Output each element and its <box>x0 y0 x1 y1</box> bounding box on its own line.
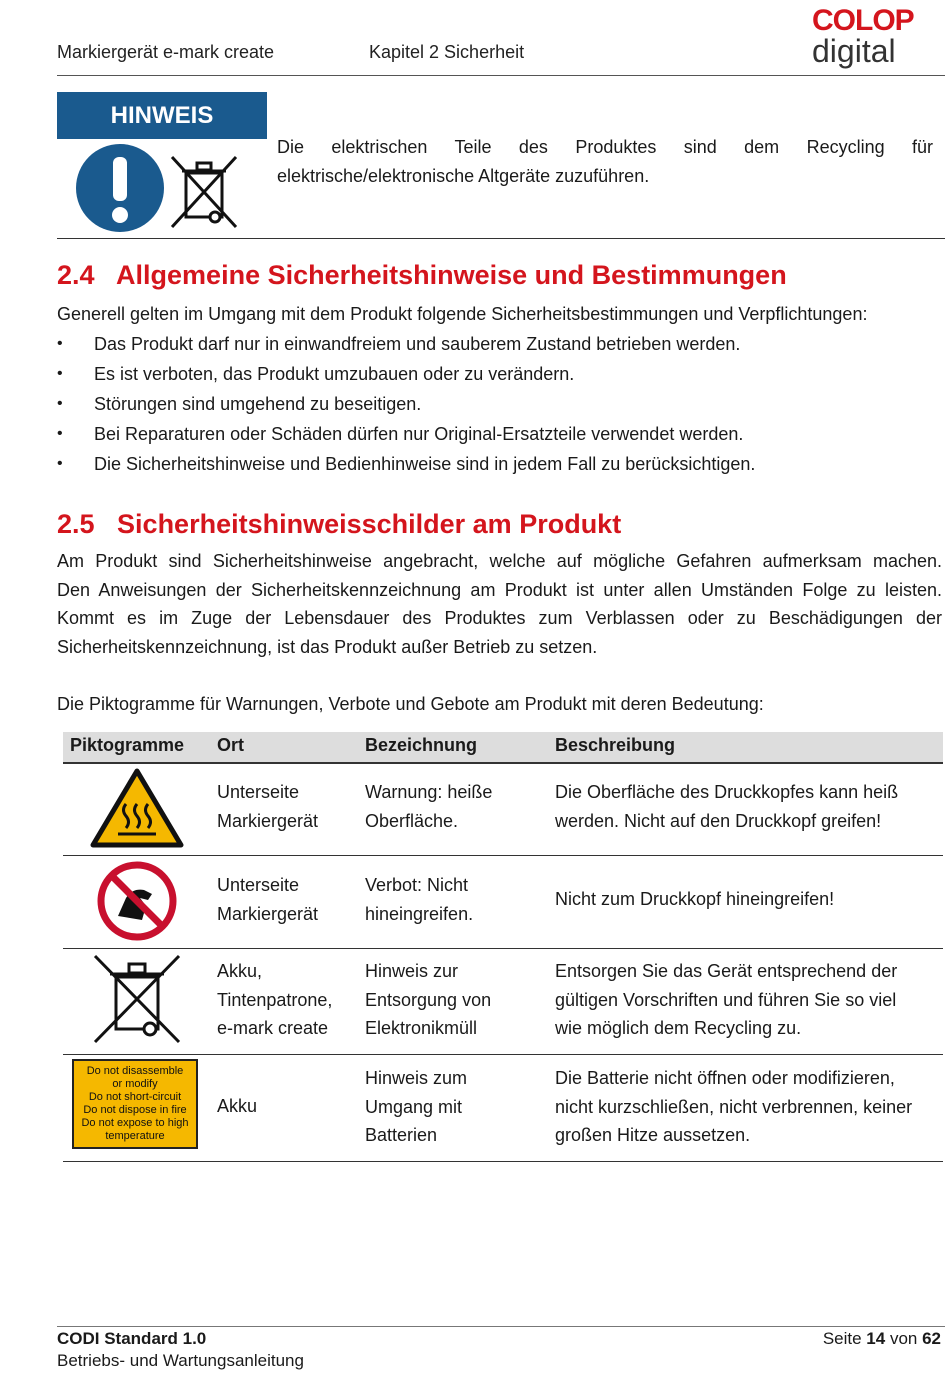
battery-label-line: Do not short-circuit <box>88 1091 182 1103</box>
notice-title: HINWEIS <box>57 92 267 139</box>
cell-line: Unterseite <box>217 875 300 895</box>
row-divider <box>63 948 943 949</box>
cell-line: Warnung: heiße <box>365 782 493 802</box>
page-number <box>823 1329 941 1349</box>
footer-subtitle: Betriebs- und Wartungsanleitung <box>57 1351 304 1370</box>
header-rule <box>57 75 945 76</box>
row-divider <box>63 1054 943 1055</box>
list-item: • Bei Reparaturen oder Schäden dürfen nur Original-Ersatzteile verwendet werden. <box>57 419 937 449</box>
cell-line: Hinweis zur <box>365 961 459 981</box>
section-2-4-heading: 2.4 Allgemeine Sicherheitshinweise und Bestimmungen <box>57 260 787 290</box>
cell-line: Nicht zum Druckkopf hineingreifen! <box>555 889 835 909</box>
table-row-1-beschreibung <box>555 778 898 835</box>
cell-line: Unterseite <box>217 782 300 802</box>
battery-warning-label <box>72 1059 198 1149</box>
cell-line: Oberfläche. <box>365 810 459 831</box>
cell-line: großen Hitze aussetzen. <box>555 1125 751 1145</box>
battery-label-line: Do not dispose in fire <box>83 1104 187 1116</box>
weee-bin-icon <box>168 155 240 230</box>
cell-line: Die Batterie nicht öffnen oder modifizieren, <box>555 1068 895 1088</box>
section-2-5-line2: Den Anweisungen der Sicherheitskennzeichnung am Produkt ist unter allen Umständen Folge zu leisten. <box>57 580 942 600</box>
battery-label-line: temperature <box>105 1130 165 1142</box>
section-2-5-heading: 2.5 Sicherheitshinweisschilder am Produkt <box>57 509 622 539</box>
notice-text-line1: Die elektrischen Teile des Produktes sind dem Recycling für <box>277 137 933 157</box>
page-mid: von <box>885 1329 923 1348</box>
cell-line: Elektronikmüll <box>365 1018 478 1038</box>
table-row-2-bezeichnung <box>365 871 473 928</box>
table-row-3-ort <box>217 957 332 1043</box>
cell-line: Entsorgen Sie das Gerät entsprechend der <box>555 961 898 981</box>
cell-line: Markiergerät <box>217 903 319 924</box>
table-row-3-bezeichnung <box>365 957 491 1043</box>
cell-line: Markiergerät <box>217 810 319 831</box>
footer-rule <box>57 1326 945 1327</box>
table-row-1-bezeichnung <box>365 778 492 835</box>
page-total: 62 <box>922 1329 941 1348</box>
table-row-4-ort <box>217 1092 257 1121</box>
col-header-piktogramme: Piktogramme <box>70 735 185 755</box>
cell-line: gültigen Vorschriften und führen Sie so viel <box>555 989 897 1010</box>
table-intro: Die Piktogramme für Warnungen, Verbote und Gebote am Produkt mit deren Bedeutung: <box>57 694 764 714</box>
section-2-5-line4: Sicherheitskennzeichnung, ist das Produkt außer Betrieb zu setzen. <box>57 637 598 657</box>
table-row-4-bezeichnung <box>365 1064 467 1150</box>
cell-line: Akku <box>217 1096 258 1116</box>
hot-surface-warning-icon <box>90 768 184 848</box>
cell-line: Tintenpatrone, <box>217 989 333 1010</box>
colop-logo <box>812 4 922 69</box>
logo-digital: digital <box>812 33 896 69</box>
header-chapter: Kapitel 2 Sicherheit <box>369 42 525 62</box>
table-row-4-beschreibung <box>555 1064 912 1150</box>
page-current: 14 <box>866 1329 886 1348</box>
weee-bin-icon <box>92 953 182 1045</box>
cell-line: Umgang mit <box>365 1096 463 1117</box>
cell-line: werden. Nicht auf den Druckkopf greifen! <box>555 810 882 831</box>
cell-line: Entsorgung von <box>365 989 492 1010</box>
cell-line: Hinweis zum <box>365 1068 468 1088</box>
table-row-3-beschreibung <box>555 957 897 1043</box>
notice-text-line2: elektrische/elektronische Altgeräte zuzuführen. <box>277 166 650 186</box>
notice-rule <box>57 238 945 239</box>
logo-colop: COLOP <box>812 4 914 37</box>
list-item: • Die Sicherheitshinweise und Bedienhinweise sind in jedem Fall zu berücksichtigen. <box>57 449 937 479</box>
cell-line: hineingreifen. <box>365 903 474 924</box>
list-item: • Es ist verboten, das Produkt umzubauen oder zu verändern. <box>57 359 937 389</box>
col-header-ort: Ort <box>217 735 244 755</box>
list-item: • Störungen sind umgehend zu beseitigen. <box>57 389 937 419</box>
cell-line: Verbot: Nicht <box>365 875 469 895</box>
mandatory-exclamation-icon <box>75 143 165 233</box>
section-2-5-line3: Kommt es im Zuge der Lebensdauer des Produktes zum Verblassen oder zu Beschädigungen der <box>57 608 942 628</box>
cell-line: Akku, <box>217 961 263 981</box>
cell-line: Die Oberfläche des Druckkopfes kann heiß <box>555 782 899 802</box>
table-row-2-ort <box>217 871 318 928</box>
row-divider <box>63 855 943 856</box>
header-document-title: Markiergerät e-mark create <box>57 42 275 62</box>
cell-line: e-mark create <box>217 1018 329 1038</box>
page-prefix: Seite <box>822 1329 867 1348</box>
cell-line: wie möglich dem Recycling zu. <box>555 1018 802 1038</box>
section-2-5-line1: Am Produkt sind Sicherheitshinweise angebracht, welche auf mögliche Gefahren aufmerksam machen. <box>57 551 942 571</box>
col-header-beschreibung: Beschreibung <box>555 735 676 755</box>
footer-title: CODI Standard 1.0 <box>57 1329 207 1348</box>
battery-label-line: Do not disassemble <box>86 1065 184 1077</box>
cell-line: Batterien <box>365 1125 438 1145</box>
no-reach-in-prohibition-icon <box>96 860 178 942</box>
table-row-2-beschreibung <box>555 885 834 914</box>
table-row-1-ort <box>217 778 318 835</box>
row-divider <box>63 1161 943 1162</box>
section-2-4-intro: Generell gelten im Umgang mit dem Produkt folgende Sicherheitsbestimmungen und Verpflichtungen: <box>57 304 868 324</box>
battery-label-line: or modify <box>112 1078 158 1090</box>
battery-label-line: Do not expose to high <box>81 1117 189 1129</box>
list-item: • Das Produkt darf nur in einwandfreiem und sauberem Zustand betrieben werden. <box>57 329 937 359</box>
section-2-4-bullets <box>57 329 937 479</box>
cell-line: nicht kurzschließen, nicht verbrennen, keiner <box>555 1096 913 1117</box>
col-header-bezeichnung: Bezeichnung <box>365 735 478 755</box>
table-header <box>63 732 943 764</box>
